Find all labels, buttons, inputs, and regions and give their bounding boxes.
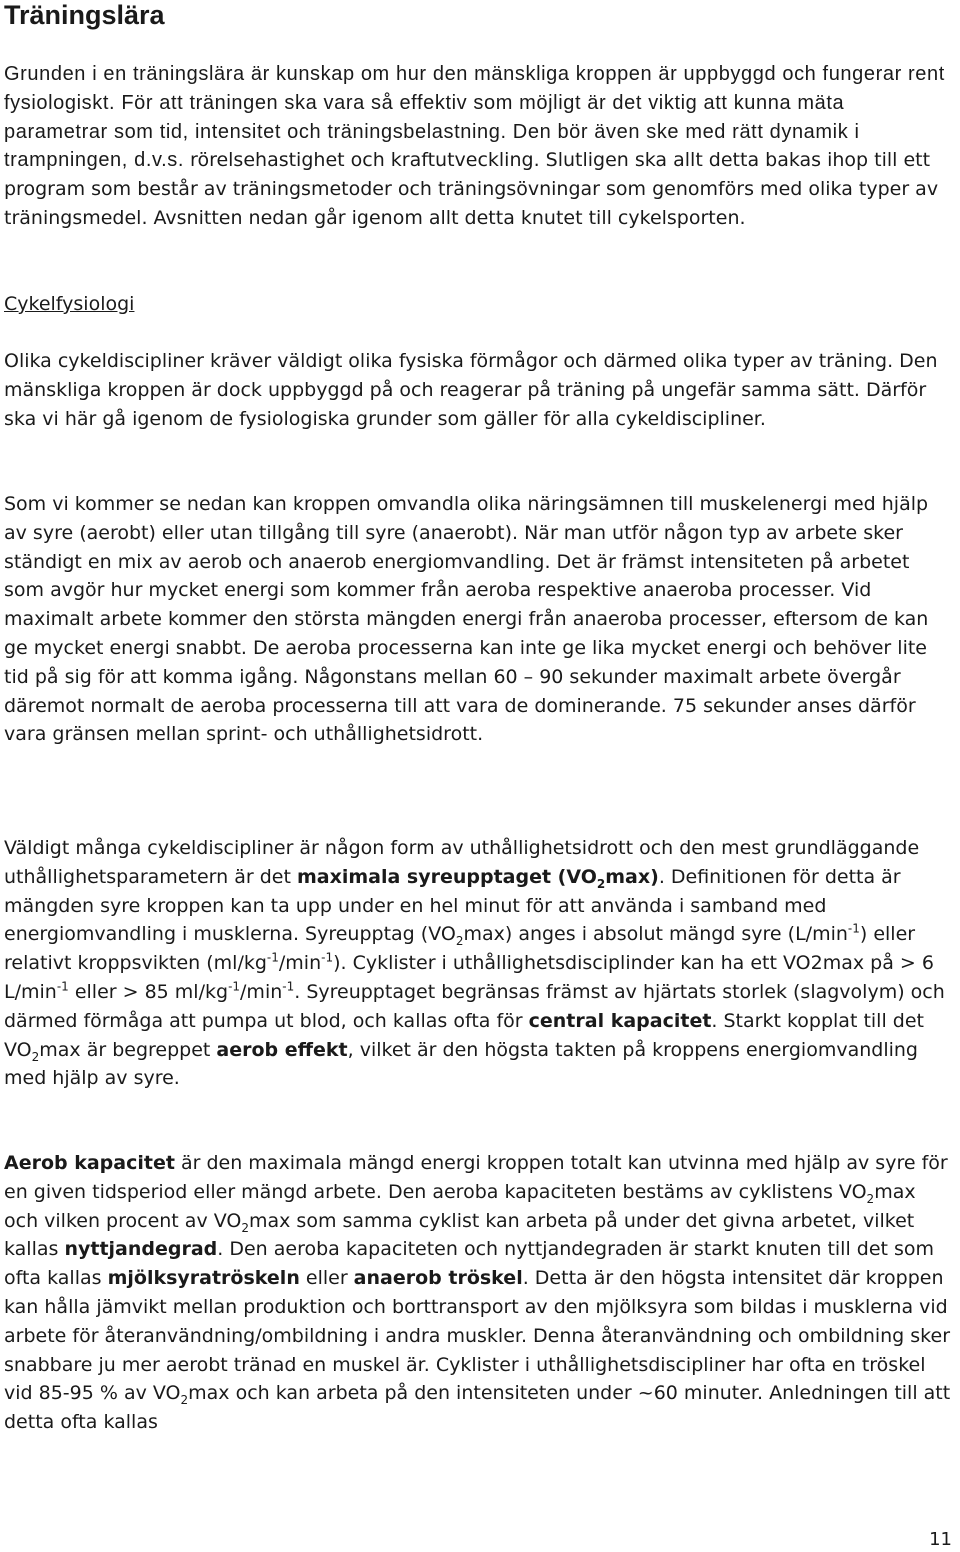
- page-number: 11: [929, 1529, 952, 1550]
- bold-term: central kapacitet: [528, 1009, 712, 1032]
- subscript: 2: [866, 1191, 875, 1206]
- text: , vilket är den högsta takten på kroppens energiomvandling med hjälp av syre.: [4, 1038, 918, 1090]
- text: . Definitionen för detta är mängden syre kroppen kan ta upp under en hel minut för att använda i samband med energiomvandling i musklerna. Syreupptag (VO: [4, 865, 901, 946]
- bold-text: maximala syreupptaget (VO: [296, 865, 597, 888]
- text: eller: [299, 1267, 354, 1290]
- text: /min: [240, 980, 283, 1003]
- page-title: Träningslära: [4, 0, 165, 30]
- section-heading-cykelfysiologi[interactable]: Cykelfysiologi: [4, 293, 135, 315]
- superscript: -1: [266, 950, 279, 965]
- intro-text-part2: rörelsehastighet och kraftutveckling. Slutligen ska allt detta bakas ihop till ett program som består av träningsmetoder och träningsövningar som genomförs med olika typer av träningsmedel. Avsnitten nedan går igenom allt detta knutet till cykelsporten.: [4, 149, 939, 229]
- superscript: -1: [847, 922, 860, 937]
- intro-paragraph: [4, 60, 952, 233]
- intro-text-part1: Grunden i en träningslära är kunskap om hur den mänskliga kroppen är uppbyggd och fungerar rent fysiologiskt. För att träningen ska vara så effektiv som möjligt är det viktig att kunna mäta parametrar som tid, intensitet och träningsbelastning. Den bör även ske med rätt dynamik i trampningen, d.v.s.: [4, 63, 945, 172]
- text: ). Cyklister i uthållighetsdisciplinder kan ha ett VO2max på > 6 L/min: [4, 952, 934, 1003]
- text: . Syreupptaget begränsas främst av hjärtats storlek (slagvolym) och därmed förmåga att pumpa ut blod, och kallas ofta för: [4, 980, 945, 1032]
- subscript: 2: [455, 934, 464, 949]
- text: . Den aeroba kapaciteten och nyttjandegraden är starkt knuten till det som ofta kallas: [4, 1238, 935, 1290]
- paragraph-energy: Som vi kommer se nedan kan kroppen omvandla olika näringsämnen till muskelenergi med hjälp av syre (aerobt) eller utan tillgång till syre (anaerobt). När man utför någon typ av arbete sker ständigt en mix av aerob och anaerob energiomvandling. Det är främst intensiteten på arbetet som avgör hur mycket energi som kommer från aeroba respektive anaeroba processer. Vid maximalt arbete kommer den största mängden energi från anaeroba processer, eftersom de kan ge mycket energi snabbt. De aeroba processerna kan inte ge lika mycket energi och behöver lite tid på sig för att komma igång. Någonstans mellan 60 – 90 sekunder maximalt arbete övergår däremot normalt de aeroba processerna till att vara de dominerande. 75 sekunder anses därför vara gränsen mellan sprint- och uthållighetsidrott.: [4, 493, 929, 746]
- superscript: -1: [228, 979, 241, 994]
- text: eller > 85 ml/kg: [68, 980, 229, 1003]
- paragraph-vo2max: [4, 834, 952, 1093]
- subscript: 2: [241, 1220, 249, 1235]
- bold-term: nyttjandegrad: [64, 1238, 218, 1261]
- superscript: -1: [56, 979, 69, 994]
- bold-term: Aerob kapacitet: [4, 1152, 175, 1174]
- bold-term: aerob effekt: [216, 1038, 348, 1061]
- text: max och kan arbeta på den intensiteten under ~60 minuter. Anledningen till att detta ofta kallas: [4, 1382, 951, 1434]
- subscript: 2: [596, 876, 606, 891]
- bold-term: [296, 865, 659, 891]
- paragraph-disciplines: Olika cykeldiscipliner kräver väldigt olika fysiska förmågor och därmed olika typer av träning. Den mänskliga kroppen är dock uppbyggd på och reagerar på träning på ungefär samma sätt. Därför ska vi här gå igenom de fysiologiska grunder som gäller för alla cykeldiscipliner.: [4, 350, 938, 430]
- paragraph-aerob-kapacitet: [4, 1149, 952, 1437]
- superscript: -1: [282, 979, 295, 994]
- subscript: 2: [31, 1049, 40, 1064]
- text: är den maximala mängd energi kroppen totalt kan utvinna med hjälp av syre för en given tidsperiod eller mängd arbete. Den aeroba kapaciteten bestäms av cyklistens VO: [4, 1152, 948, 1203]
- text: max) anges i absolut mängd syre (L/min: [463, 923, 848, 946]
- text: . Detta är den högsta intensitet där kroppen kan hålla jämvikt mellan produktion och borttransport av den mjölksyra som bildas i musklerna vid arbete för återanvändning/ombildning i andra muskler. Denna återanvändning och ombildning sker snabbare ju mer aerobt tränad en muskel är. Cyklister i uthållighetsdiscipliner har ofta en tröskel vid 85-95 % av VO: [4, 1267, 951, 1405]
- text: max och vilken procent av VO: [4, 1180, 916, 1232]
- text: max är begreppet: [39, 1038, 217, 1061]
- text: max som samma cyklist kan arbeta på under det givna arbetet, vilket kallas: [4, 1209, 915, 1261]
- text: /min: [278, 952, 322, 975]
- bold-term: anaerob tröskel: [353, 1267, 523, 1290]
- subscript: 2: [180, 1393, 189, 1408]
- bold-text: max): [605, 865, 659, 888]
- superscript: -1: [321, 950, 334, 965]
- text: ) eller relativt kroppsvikten (ml/kg: [4, 923, 916, 975]
- bold-term: mjölksyratröskeln: [107, 1267, 300, 1290]
- text: Väldigt många cykeldiscipliner är någon form av uthållighetsidrott och den mest grundläggande uthållighetsparametern är det: [4, 837, 920, 888]
- text: . Starkt kopplat till det VO: [4, 1009, 924, 1061]
